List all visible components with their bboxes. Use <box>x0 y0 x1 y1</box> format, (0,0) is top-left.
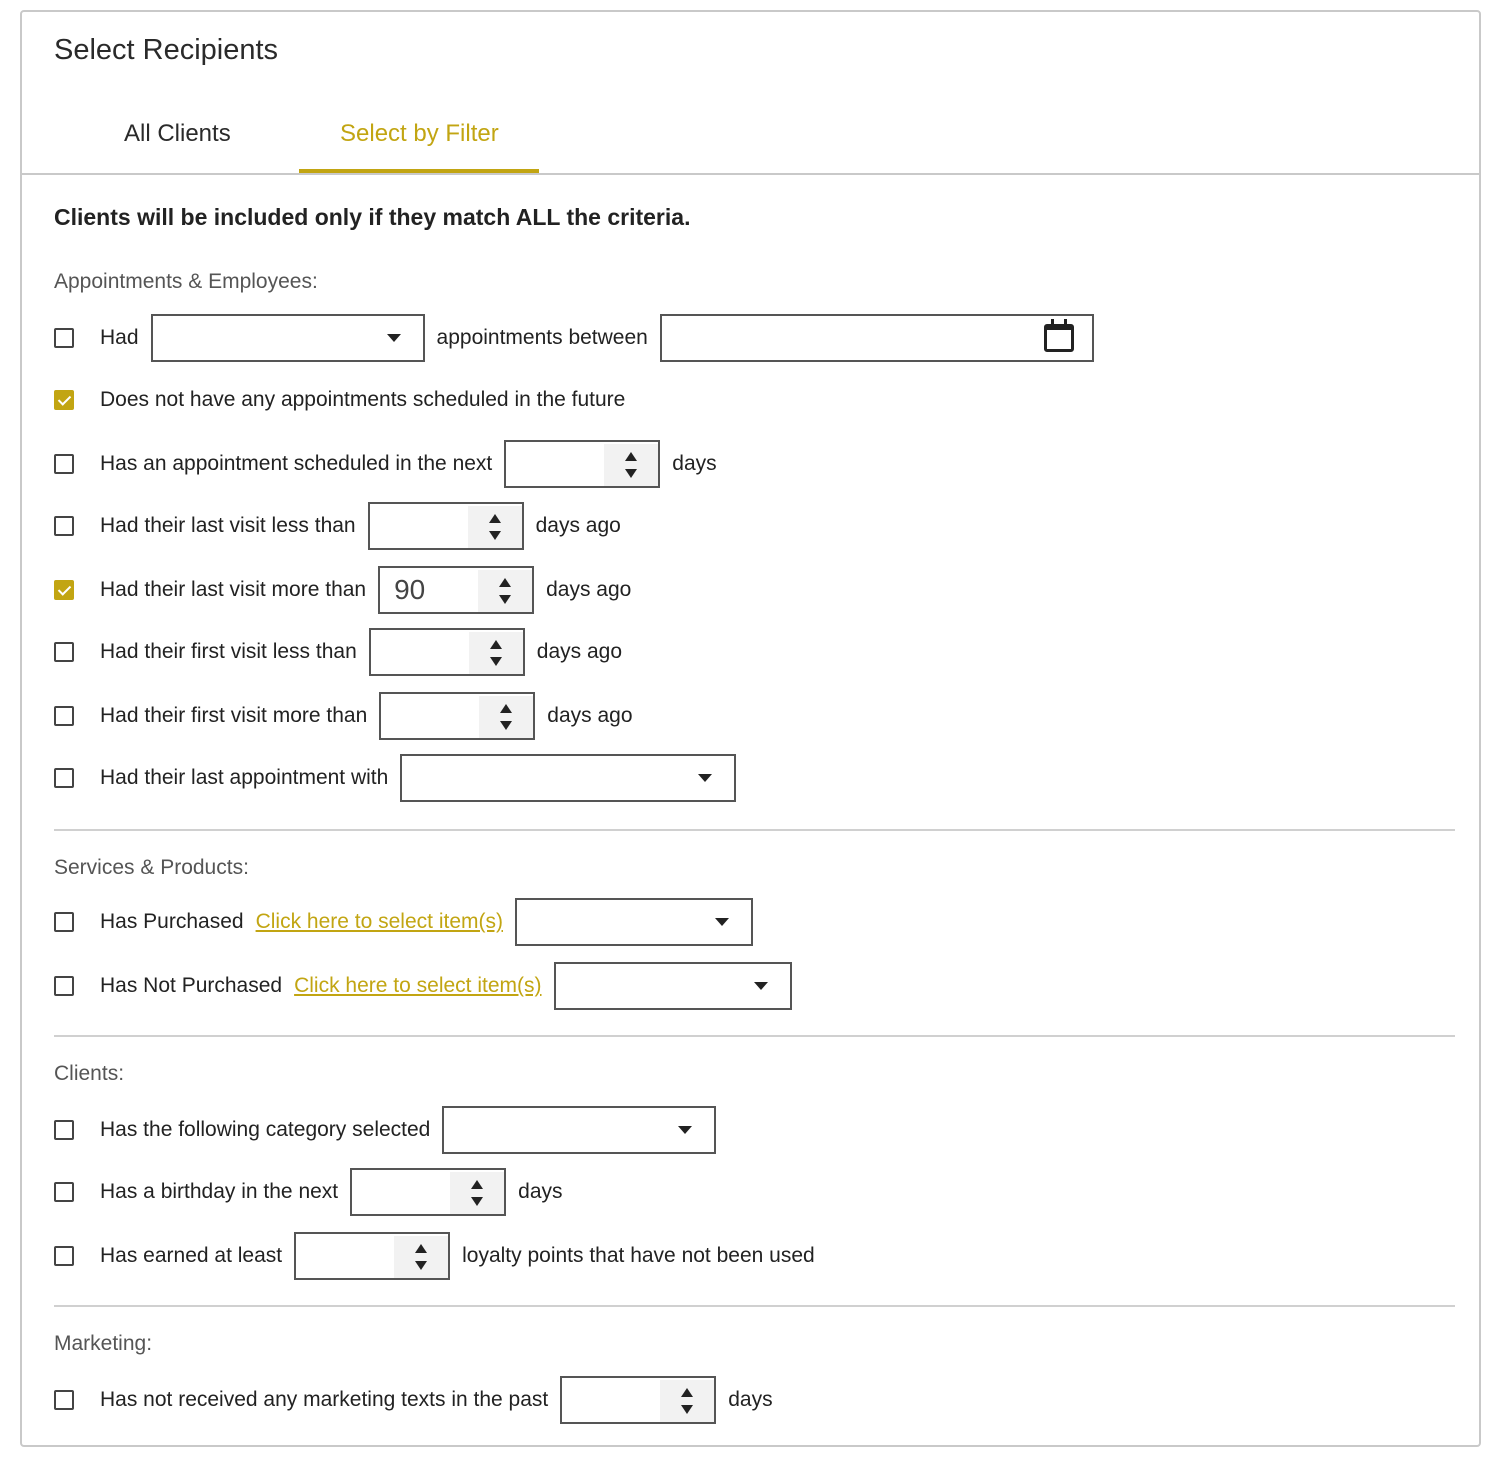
arrow-up-icon <box>499 578 511 587</box>
last-visit-more-label: Had their last visit more than <box>100 578 367 601</box>
days-ago-suffix: days ago <box>547 704 633 727</box>
spinner[interactable] <box>479 696 533 738</box>
section-label-services: Services & Products: <box>54 856 249 879</box>
last-visit-more-checkbox[interactable] <box>54 580 74 600</box>
had-label: Had <box>100 326 139 349</box>
last-appointment-with-checkbox[interactable] <box>54 768 74 788</box>
tab-all-clients[interactable]: All Clients <box>124 120 231 147</box>
appointment-count-dropdown[interactable] <box>151 314 425 362</box>
loyalty-points-stepper[interactable] <box>294 1232 450 1280</box>
arrow-down-icon <box>490 657 502 666</box>
first-visit-less-label: Had their first visit less than <box>100 640 357 663</box>
arrow-down-icon <box>415 1261 427 1270</box>
select-recipients-panel <box>20 10 1481 1447</box>
stepper-value: 90 <box>394 574 426 605</box>
chevron-down-icon <box>698 774 712 782</box>
appointment-next-days-stepper[interactable] <box>504 440 660 488</box>
arrow-up-icon <box>500 704 512 713</box>
days-ago-suffix: days ago <box>535 514 621 537</box>
arrow-up-icon <box>681 1388 693 1397</box>
row-category-selected <box>54 1106 728 1154</box>
first-visit-more-checkbox[interactable] <box>54 706 74 726</box>
purchased-dropdown[interactable] <box>515 898 753 946</box>
birthday-days-stepper[interactable] <box>350 1168 506 1216</box>
arrow-up-icon <box>625 452 637 461</box>
birthday-next-label: Has a birthday in the next <box>100 1180 339 1203</box>
category-selected-checkbox[interactable] <box>54 1120 74 1140</box>
days-suffix: days <box>672 452 717 475</box>
spinner[interactable] <box>604 444 658 486</box>
select-items-link[interactable]: Click here to select item(s) <box>255 910 503 933</box>
last-appointment-with-label: Had their last appointment with <box>100 766 389 789</box>
section-label-appointments: Appointments & Employees: <box>54 270 318 293</box>
section-divider <box>54 829 1455 831</box>
arrow-up-icon <box>490 640 502 649</box>
arrow-up-icon <box>471 1180 483 1189</box>
arrow-down-icon <box>499 595 511 604</box>
first-visit-less-checkbox[interactable] <box>54 642 74 662</box>
calendar-icon[interactable] <box>1044 324 1074 352</box>
appointment-next-days-checkbox[interactable] <box>54 454 74 474</box>
row-appointment-next-days <box>54 440 717 488</box>
chevron-down-icon <box>678 1126 692 1134</box>
row-last-visit-less <box>54 502 621 550</box>
chevron-down-icon <box>387 334 401 342</box>
row-no-future-appointments <box>54 376 625 424</box>
criteria-note: Clients will be included only if they match ALL the criteria. <box>54 204 691 230</box>
section-label-clients: Clients: <box>54 1062 125 1085</box>
panel-title: Select Recipients <box>54 34 279 66</box>
row-birthday-next <box>54 1168 563 1216</box>
row-last-visit-more <box>54 566 631 614</box>
arrow-down-icon <box>471 1197 483 1206</box>
arrow-up-icon <box>489 514 501 523</box>
employee-dropdown[interactable] <box>400 754 736 802</box>
row-first-visit-less <box>54 628 622 676</box>
chevron-down-icon <box>715 918 729 926</box>
row-no-marketing-texts <box>54 1376 773 1424</box>
arrow-down-icon <box>500 721 512 730</box>
last-visit-less-stepper[interactable] <box>368 502 524 550</box>
has-not-purchased-label: Has Not Purchased <box>100 974 283 997</box>
loyalty-points-checkbox[interactable] <box>54 1246 74 1266</box>
appointments-between-label: appointments between <box>436 326 648 349</box>
chevron-down-icon <box>754 982 768 990</box>
no-marketing-texts-label: Has not received any marketing texts in the past <box>100 1388 549 1411</box>
tab-select-by-filter[interactable]: Select by Filter <box>340 120 499 147</box>
row-has-not-purchased <box>54 962 804 1010</box>
section-divider <box>54 1035 1455 1037</box>
no-marketing-texts-checkbox[interactable] <box>54 1390 74 1410</box>
date-range-input[interactable] <box>660 314 1094 362</box>
arrow-down-icon <box>681 1405 693 1414</box>
last-visit-less-label: Had their last visit less than <box>100 514 356 537</box>
spinner[interactable] <box>450 1172 504 1214</box>
has-purchased-checkbox[interactable] <box>54 912 74 932</box>
section-divider <box>54 1305 1455 1307</box>
loyalty-points-label: Has earned at least <box>100 1244 283 1267</box>
appointment-next-days-label: Has an appointment scheduled in the next <box>100 452 493 475</box>
tabs-divider <box>22 173 1479 175</box>
birthday-next-checkbox[interactable] <box>54 1182 74 1202</box>
had-appointments-checkbox[interactable] <box>54 328 74 348</box>
section-label-marketing: Marketing: <box>54 1332 153 1355</box>
loyalty-points-suffix: loyalty points that have not been used <box>462 1244 815 1267</box>
spinner[interactable] <box>394 1236 448 1278</box>
days-suffix: days <box>728 1388 773 1411</box>
last-visit-less-checkbox[interactable] <box>54 516 74 536</box>
row-has-purchased <box>54 898 765 946</box>
days-ago-suffix: days ago <box>546 578 632 601</box>
row-had-appointments <box>54 314 1106 362</box>
spinner[interactable] <box>469 632 523 674</box>
select-items-link[interactable]: Click here to select item(s) <box>294 974 542 997</box>
first-visit-more-label: Had their first visit more than <box>100 704 368 727</box>
has-not-purchased-checkbox[interactable] <box>54 976 74 996</box>
arrow-down-icon <box>489 531 501 540</box>
arrow-down-icon <box>625 469 637 478</box>
spinner[interactable] <box>468 506 522 548</box>
row-first-visit-more <box>54 692 633 740</box>
category-dropdown[interactable] <box>442 1106 716 1154</box>
not-purchased-dropdown[interactable] <box>554 962 792 1010</box>
has-purchased-label: Has Purchased <box>100 910 244 933</box>
no-future-appointments-checkbox[interactable] <box>54 390 74 410</box>
arrow-up-icon <box>415 1244 427 1253</box>
category-selected-label: Has the following category selected <box>100 1118 431 1141</box>
spinner[interactable] <box>660 1380 714 1422</box>
last-visit-more-stepper[interactable] <box>378 566 534 614</box>
no-future-appointments-label: Does not have any appointments scheduled in the future <box>100 388 626 411</box>
row-last-appointment-with <box>54 754 748 802</box>
days-ago-suffix: days ago <box>536 640 622 663</box>
first-visit-more-stepper[interactable] <box>379 692 535 740</box>
marketing-days-stepper[interactable] <box>560 1376 716 1424</box>
spinner[interactable] <box>478 570 532 612</box>
days-suffix: days <box>518 1180 563 1203</box>
first-visit-less-stepper[interactable] <box>369 628 525 676</box>
row-loyalty-points <box>54 1232 815 1280</box>
